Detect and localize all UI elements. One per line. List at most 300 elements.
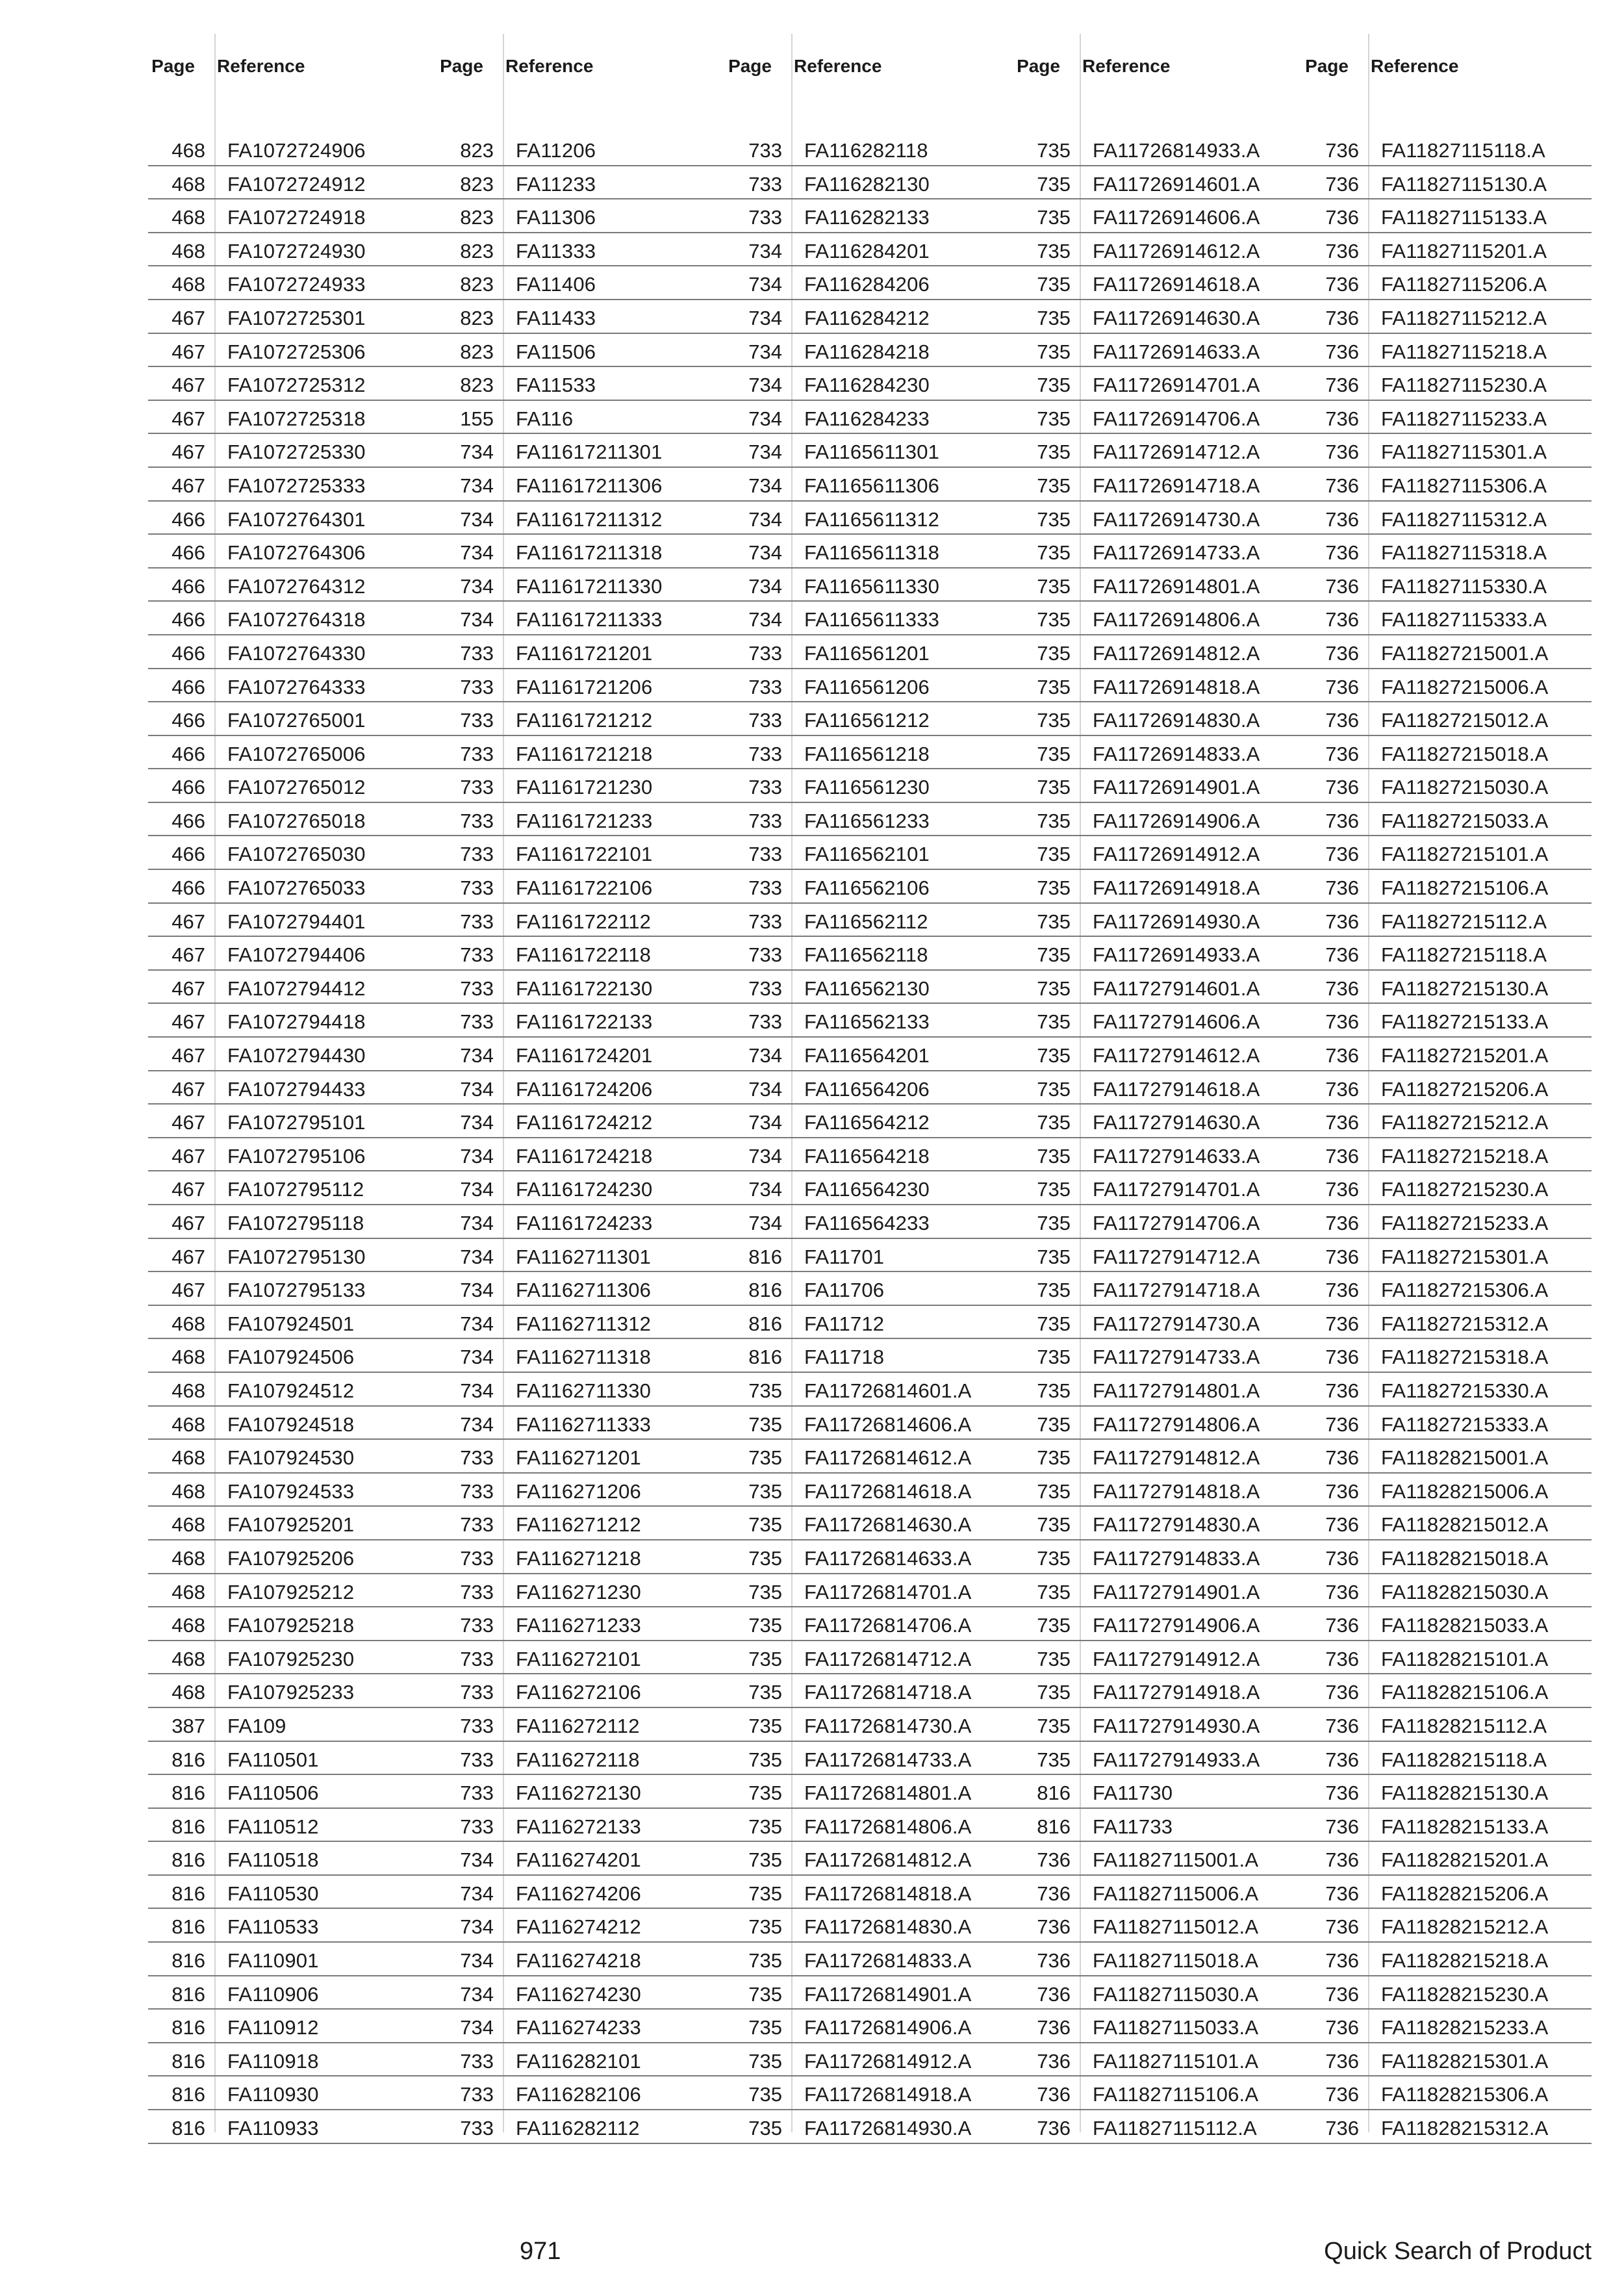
page-number-cell: 736: [1325, 1815, 1359, 1838]
reference-cell: FA11828215018.A: [1381, 1546, 1549, 1570]
page-number-cell: 735: [1037, 1346, 1071, 1369]
table-row: [725, 937, 1013, 971]
page-number-cell: 735: [1037, 1479, 1071, 1503]
reference-cell: FA11828215201.A: [1381, 1848, 1549, 1872]
page-number-cell: 736: [1325, 742, 1359, 765]
table-row: [437, 1105, 725, 1138]
column-header-reference: Reference: [505, 56, 594, 76]
page-number-cell: 467: [171, 1144, 205, 1168]
page-number-cell: 735: [748, 1949, 782, 1973]
table-row: [1302, 904, 1592, 938]
page-number-cell: 733: [460, 1479, 494, 1503]
table-row: [437, 468, 725, 502]
page-number-cell: 735: [1037, 876, 1071, 900]
page-number-cell: 816: [171, 1815, 205, 1838]
table-row: [148, 1474, 437, 1507]
table-row: [1013, 702, 1302, 736]
table-row: [725, 1306, 1013, 1340]
table-row: [437, 669, 725, 703]
table-row: [725, 367, 1013, 401]
page-number-cell: 734: [748, 239, 782, 262]
page-number-cell: 823: [460, 239, 494, 262]
reference-cell: FA11827115312.A: [1381, 507, 1547, 531]
page-number-cell: 733: [460, 675, 494, 698]
page-number-cell: 468: [171, 1513, 205, 1537]
page-number-cell: 467: [171, 1212, 205, 1234]
page-number-cell: 468: [171, 1479, 205, 1503]
page-number-cell: 466: [171, 675, 205, 698]
page-number-cell: 736: [1325, 1446, 1359, 1470]
index-rows: [1302, 133, 1592, 2144]
reference-cell: FA11827215030.A: [1381, 776, 1549, 799]
table-row: [1013, 870, 1302, 904]
table-row: [437, 1876, 725, 1910]
table-row: [437, 2110, 725, 2144]
reference-cell: FA1165611318: [804, 541, 940, 565]
page-number-cell: 736: [1325, 1346, 1359, 1369]
page-number-cell: 735: [748, 1714, 782, 1737]
page-number-cell: 735: [1037, 1647, 1071, 1670]
table-row: [725, 1842, 1013, 1876]
reference-cell: FA116271230: [516, 1580, 641, 1603]
page-number-cell: 468: [171, 206, 205, 229]
table-row: [1302, 736, 1592, 770]
reference-cell: FA116564218: [804, 1144, 930, 1168]
page-number-cell: 734: [748, 1144, 782, 1168]
page-number-cell: 735: [1037, 239, 1071, 262]
page-number-cell: 466: [171, 574, 205, 598]
page-number-cell: 816: [748, 1312, 782, 1335]
reference-cell: FA110501: [227, 1748, 319, 1771]
page-number-cell: 823: [460, 374, 494, 397]
page-number-cell: 735: [748, 1748, 782, 1771]
reference-cell: FA11827115233.A: [1381, 407, 1547, 430]
reference-cell: FA11726814701.A: [804, 1580, 972, 1603]
reference-cell: FA11727914818.A: [1093, 1479, 1260, 1503]
page-number-cell: 466: [171, 809, 205, 832]
table-row: [437, 1071, 725, 1105]
reference-cell: FA11827215201.A: [1381, 1044, 1549, 1067]
page-number-cell: 733: [460, 1446, 494, 1470]
page-number-cell: 735: [1037, 1714, 1071, 1737]
table-row: [1302, 1943, 1592, 1976]
page-number-cell: 733: [460, 910, 494, 933]
page-number-cell: 735: [1037, 608, 1071, 632]
page-number-cell: 735: [1037, 1077, 1071, 1101]
page-number-cell: 735: [1037, 742, 1071, 765]
reference-cell: FA116562133: [804, 1010, 930, 1034]
table-row: [148, 1909, 437, 1943]
reference-cell: FA11617211312: [516, 507, 663, 531]
table-row: [437, 233, 725, 267]
table-row: [725, 535, 1013, 568]
table-row: [1013, 1976, 1302, 2010]
reference-cell: FA107924512: [227, 1379, 355, 1402]
reference-cell: FA110506: [227, 1782, 319, 1805]
reference-cell: FA11727914833.A: [1093, 1546, 1260, 1570]
page-number-cell: 734: [748, 441, 782, 464]
reference-cell: FA1161722112: [516, 910, 652, 933]
reference-cell: FA11828215001.A: [1381, 1446, 1549, 1470]
table-row: [148, 669, 437, 703]
table-row: [1013, 1708, 1302, 1742]
reference-cell: FA116271206: [516, 1479, 641, 1503]
reference-cell: FA11726914701.A: [1093, 374, 1260, 397]
table-row: [1013, 769, 1302, 803]
reference-cell: FA1072724930: [227, 239, 366, 262]
reference-cell: FA1072764312: [227, 574, 366, 598]
table-row: [148, 904, 437, 938]
table-row: [1013, 1574, 1302, 1608]
reference-cell: FA11827215206.A: [1381, 1077, 1549, 1101]
reference-cell: FA116: [516, 407, 574, 430]
page-number-cell: 734: [460, 574, 494, 598]
page-number-cell: 736: [1037, 1882, 1071, 1905]
page-number-cell: 735: [1037, 1111, 1071, 1134]
table-row: [148, 2076, 437, 2110]
reference-cell: FA116562106: [804, 876, 930, 900]
table-row: [148, 1507, 437, 1540]
reference-cell: FA116274212: [516, 1915, 641, 1939]
index-rows: [437, 133, 725, 2144]
reference-cell: FA11828215133.A: [1381, 1815, 1549, 1838]
table-row: [437, 535, 725, 568]
page-number-cell: 735: [748, 1580, 782, 1603]
table-row: [437, 133, 725, 166]
page-number-cell: 736: [1325, 239, 1359, 262]
reference-cell: FA116562118: [804, 943, 928, 967]
reference-cell: FA11828215233.A: [1381, 2016, 1549, 2039]
reference-cell: FA116271201: [516, 1446, 641, 1470]
table-row: [725, 904, 1013, 938]
page-number-cell: 734: [460, 1077, 494, 1101]
page-number-cell: 736: [1325, 1982, 1359, 2006]
index-column-3: [725, 34, 1013, 2158]
page-number-cell: 733: [460, 742, 494, 765]
page-number-cell: 734: [460, 1245, 494, 1268]
page-number-cell: 736: [1325, 1312, 1359, 1335]
table-row: [148, 2010, 437, 2043]
page-number-cell: 735: [1037, 541, 1071, 565]
reference-cell: FA11726914833.A: [1093, 742, 1260, 765]
page-number-cell: 733: [748, 139, 782, 162]
page-number-cell: 733: [460, 1647, 494, 1670]
reference-cell: FA11726914618.A: [1093, 273, 1260, 296]
table-row: [1302, 1373, 1592, 1407]
page-number-cell: 736: [1325, 776, 1359, 799]
table-row: [148, 434, 437, 468]
reference-cell: FA11727914730.A: [1093, 1312, 1260, 1335]
page-number-cell: 733: [748, 675, 782, 698]
table-row: [437, 1909, 725, 1943]
reference-cell: FA11827215306.A: [1381, 1279, 1549, 1302]
page-number-cell: 735: [1037, 374, 1071, 397]
page-number-cell: 733: [460, 1782, 494, 1805]
page-number-cell: 736: [1325, 1245, 1359, 1268]
reference-cell: FA11726814918.A: [804, 2083, 972, 2106]
table-row: [1013, 1171, 1302, 1205]
reference-cell: FA11827215012.A: [1381, 709, 1549, 732]
page-number-cell: 468: [171, 1681, 205, 1704]
reference-cell: FA1072794430: [227, 1044, 366, 1067]
page-number-cell: 736: [1037, 2083, 1071, 2106]
column-header-page: Page: [1305, 56, 1349, 76]
page-number-cell: 735: [1037, 574, 1071, 598]
reference-cell: FA1072764330: [227, 641, 366, 665]
table-row: [148, 1876, 437, 1910]
page-number-cell: 733: [748, 776, 782, 799]
reference-cell: FA110512: [227, 1815, 319, 1838]
reference-cell: FA11727914618.A: [1093, 1077, 1260, 1101]
table-row: [725, 1004, 1013, 1038]
reference-cell: FA116272130: [516, 1782, 641, 1805]
reference-cell: FA116271233: [516, 1614, 641, 1637]
reference-cell: FA116274233: [516, 2016, 641, 2039]
table-row: [1013, 502, 1302, 535]
page-number-cell: 734: [460, 1949, 494, 1973]
reference-cell: FA1161721201: [516, 641, 653, 665]
table-row: [1013, 1507, 1302, 1540]
reference-cell: FA116272101: [516, 1647, 641, 1670]
table-row: [1013, 1474, 1302, 1507]
reference-cell: FA11726914818.A: [1093, 675, 1260, 698]
reference-cell: FA116272106: [516, 1681, 641, 1704]
page-number-cell: 736: [1325, 1279, 1359, 1302]
reference-cell: FA1072764306: [227, 541, 366, 565]
table-row: [148, 702, 437, 736]
page-number-cell: 736: [1325, 407, 1359, 430]
page-number-cell: 735: [748, 1446, 782, 1470]
page-number-cell: 467: [171, 1111, 205, 1134]
reference-cell: FA11727914606.A: [1093, 1010, 1260, 1034]
page-number-cell: 733: [748, 977, 782, 1000]
table-row: [1302, 2110, 1592, 2144]
table-row: [1302, 1507, 1592, 1540]
reference-cell: FA11306: [516, 206, 596, 229]
table-row: [148, 502, 437, 535]
page-number-cell: 467: [171, 441, 205, 464]
index-column-4: [1013, 34, 1302, 2158]
reference-cell: FA11726914933.A: [1093, 943, 1260, 967]
index-rows: [725, 133, 1013, 2144]
reference-cell: FA1072795133: [227, 1279, 366, 1302]
reference-cell: FA11827215212.A: [1381, 1111, 1549, 1134]
table-row: [437, 1540, 725, 1574]
table-row: [1302, 1540, 1592, 1574]
reference-cell: FA1162711330: [516, 1379, 652, 1402]
table-row: [148, 1306, 437, 1340]
page-number-cell: 736: [1325, 977, 1359, 1000]
reference-cell: FA11727914812.A: [1093, 1446, 1260, 1470]
table-row: [1302, 1842, 1592, 1876]
page-number-cell: 734: [460, 474, 494, 497]
reference-cell: FA1161722118: [516, 943, 652, 967]
table-row: [148, 568, 437, 602]
page-number-cell: 736: [1325, 340, 1359, 363]
table-row: [1302, 367, 1592, 401]
table-row: [1013, 334, 1302, 368]
reference-cell: FA11726814633.A: [804, 1546, 972, 1570]
table-row: [1302, 1742, 1592, 1776]
table-row: [725, 635, 1013, 669]
page-number-cell: 734: [460, 1111, 494, 1134]
table-row: [725, 1474, 1013, 1507]
reference-cell: FA11206: [516, 139, 596, 162]
page-number-cell: 735: [1037, 273, 1071, 296]
page-number-cell: 736: [1325, 273, 1359, 296]
reference-cell: FA11827115230.A: [1381, 374, 1547, 397]
reference-cell: FA11828215112.A: [1381, 1714, 1547, 1737]
table-row: [437, 1306, 725, 1340]
reference-cell: FA11726814830.A: [804, 1915, 972, 1939]
reference-cell: FA116282112: [516, 2117, 640, 2140]
column-header-reference: Reference: [1082, 56, 1171, 76]
table-row: [1302, 233, 1592, 267]
table-row: [725, 1641, 1013, 1675]
reference-cell: FA11726914630.A: [1093, 306, 1260, 329]
page-number-cell: 736: [1325, 641, 1359, 665]
page-number-cell: 735: [748, 1412, 782, 1436]
table-row: [725, 1171, 1013, 1205]
page-number-cell: 735: [748, 2083, 782, 2106]
table-row: [1302, 1641, 1592, 1675]
reference-cell: FA11827115030.A: [1093, 1982, 1259, 2006]
table-row: [1013, 2110, 1302, 2144]
page-number-cell: 733: [460, 1681, 494, 1704]
reference-cell: FA11827215018.A: [1381, 742, 1549, 765]
reference-cell: FA11730: [1093, 1782, 1173, 1805]
reference-cell: FA116282101: [516, 2049, 641, 2073]
table-row: [148, 1775, 437, 1809]
page-number-cell: 735: [748, 1782, 782, 1805]
reference-cell: FA107925212: [227, 1580, 355, 1603]
reference-cell: FA11726914906.A: [1093, 809, 1260, 832]
reference-cell: FA11726814733.A: [804, 1748, 972, 1771]
table-row: [148, 367, 437, 401]
reference-cell: FA1072765033: [227, 876, 366, 900]
table-row: [725, 1239, 1013, 1273]
page-number-cell: 734: [748, 374, 782, 397]
table-row: [1302, 166, 1592, 200]
table-row: [148, 803, 437, 837]
reference-cell: FA11827115018.A: [1093, 1949, 1259, 1973]
reference-cell: FA11827215318.A: [1381, 1346, 1549, 1369]
table-row: [1302, 669, 1592, 703]
page-number-cell: 735: [1037, 507, 1071, 531]
page-number-cell: 734: [460, 1312, 494, 1335]
reference-cell: FA11727914601.A: [1093, 977, 1260, 1000]
reference-cell: FA11726814606.A: [804, 1412, 972, 1436]
page-number-cell: 736: [1325, 574, 1359, 598]
index-rows: [148, 133, 437, 2144]
page-number-cell: 735: [1037, 1379, 1071, 1402]
reference-cell: FA11726814933.A: [1093, 139, 1260, 162]
table-row: [437, 937, 725, 971]
reference-cell: FA11726814618.A: [804, 1479, 972, 1503]
page-number-cell: 734: [460, 1346, 494, 1369]
table-row: [1013, 133, 1302, 166]
reference-cell: FA11726914733.A: [1093, 541, 1260, 565]
table-row: [437, 1708, 725, 1742]
page-number-cell: 816: [171, 2083, 205, 2106]
reference-cell: FA1161722106: [516, 876, 653, 900]
page-number-cell: 736: [1325, 1647, 1359, 1670]
table-row: [725, 702, 1013, 736]
table-row: [437, 870, 725, 904]
page-number-cell: 466: [171, 742, 205, 765]
reference-cell: FA116561212: [804, 709, 930, 732]
table-row: [1302, 1138, 1592, 1172]
table-row: [725, 334, 1013, 368]
table-row: [148, 334, 437, 368]
page-number-cell: 735: [1037, 1144, 1071, 1168]
page-number-cell: 468: [171, 1647, 205, 1670]
reference-cell: FA116282133: [804, 206, 930, 229]
page-number-cell: 734: [748, 608, 782, 632]
page-number-cell: 733: [460, 977, 494, 1000]
page-number-cell: 735: [1037, 172, 1071, 196]
table-row: [148, 233, 437, 267]
table-row: [725, 1507, 1013, 1540]
page-number-cell: 735: [748, 1848, 782, 1872]
reference-cell: FA110518: [227, 1848, 319, 1872]
reference-cell: FA11617211301: [516, 441, 663, 464]
table-row: [1013, 568, 1302, 602]
page-number-cell: 735: [748, 1681, 782, 1704]
page-number-cell: 736: [1325, 474, 1359, 497]
page-number-cell: 734: [460, 608, 494, 632]
page-number-cell: 735: [1037, 977, 1071, 1000]
page-number-cell: 735: [748, 1815, 782, 1838]
reference-cell: FA116272112: [516, 1714, 640, 1737]
reference-cell: FA11233: [516, 172, 596, 196]
table-row: [1013, 1641, 1302, 1675]
table-row: [725, 2010, 1013, 2043]
reference-cell: FA11726814730.A: [804, 1714, 972, 1737]
product-index-table: [148, 34, 1592, 2158]
reference-cell: FA11718: [804, 1346, 885, 1369]
table-row: [437, 1507, 725, 1540]
table-row: [725, 502, 1013, 535]
table-row: [437, 1943, 725, 1976]
reference-cell: FA107924501: [227, 1312, 355, 1335]
page-number-cell: 734: [748, 474, 782, 497]
table-row: [1013, 1674, 1302, 1708]
table-row: [1013, 1407, 1302, 1440]
reference-cell: FA11828215118.A: [1381, 1748, 1547, 1771]
page-number-cell: 736: [1325, 1178, 1359, 1201]
page-number-cell: 734: [748, 407, 782, 430]
table-row: [725, 602, 1013, 635]
footer-page-number: 971: [520, 2238, 561, 2265]
table-row: [1302, 702, 1592, 736]
table-row: [148, 1004, 437, 1038]
page-number-cell: 736: [1325, 1513, 1359, 1537]
page-number-cell: 734: [460, 1915, 494, 1939]
column-header-reference: Reference: [1371, 56, 1459, 76]
table-row: [1302, 401, 1592, 435]
table-row: [725, 1909, 1013, 1943]
reference-cell: FA11727914801.A: [1093, 1379, 1260, 1402]
table-row: [1302, 1440, 1592, 1474]
reference-cell: FA1072724906: [227, 139, 366, 162]
page-number-cell: 736: [1325, 1379, 1359, 1402]
table-row: [1302, 1708, 1592, 1742]
table-row: [148, 1138, 437, 1172]
reference-cell: FA11828215306.A: [1381, 2083, 1549, 2106]
page-number-cell: 733: [748, 876, 782, 900]
table-row: [725, 166, 1013, 200]
